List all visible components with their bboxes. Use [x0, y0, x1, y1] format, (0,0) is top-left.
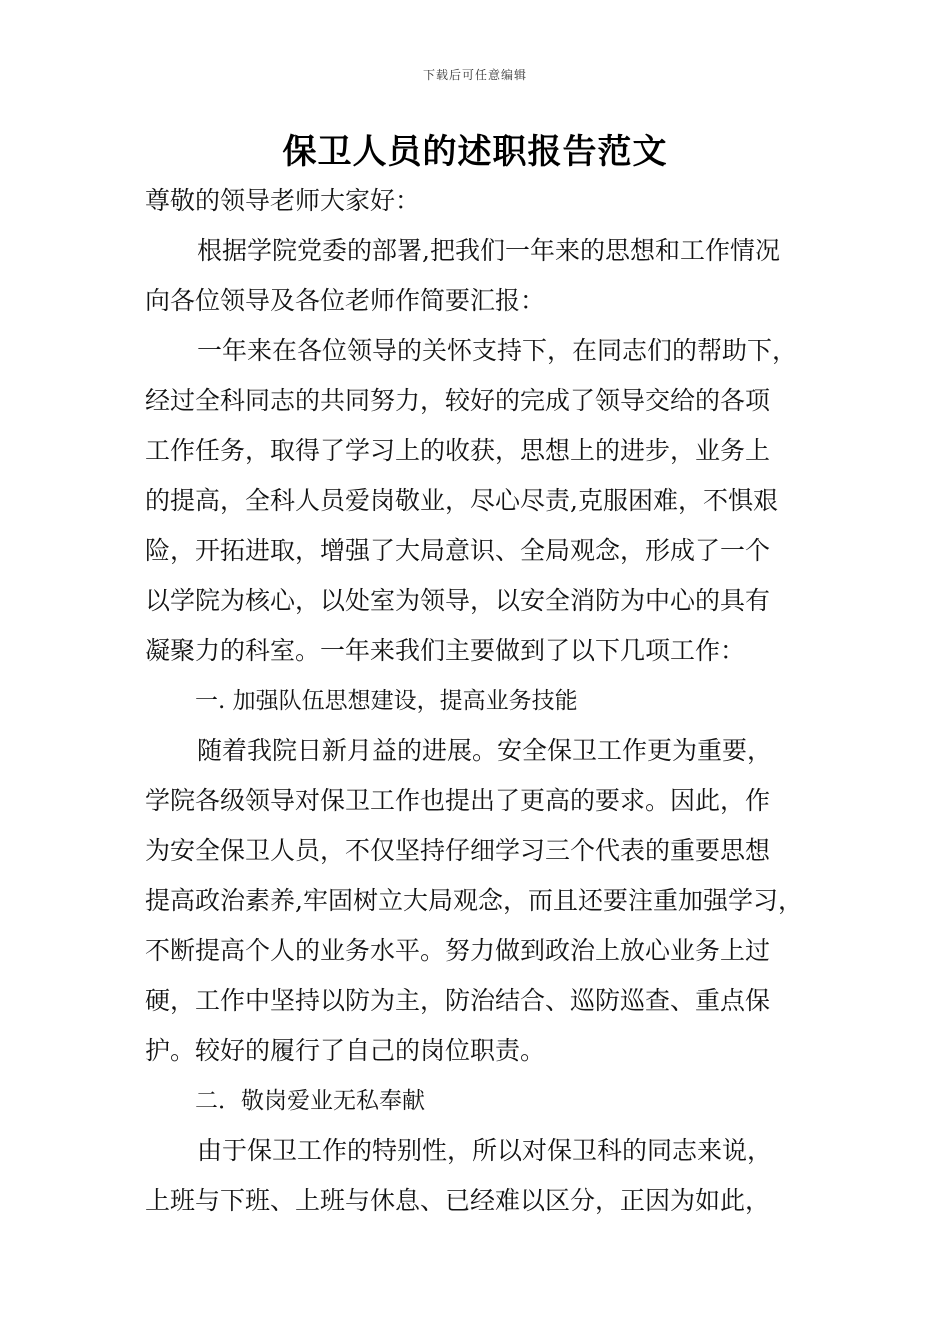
text-line: 以学院为核心，以处室为领导，以安全消防为中心的具有 — [145, 586, 771, 615]
text-line: 向各位领导及各位老师作简要汇报： — [145, 286, 546, 315]
text-line: 随着我院日新月益的进展。安全保卫工作更为重要， — [197, 736, 773, 765]
text-line: 的提高，全科人员爱岗敬业，尽心尽责,克服困难，不惧艰 — [145, 486, 778, 515]
text-line: 提高政治素养,牢固树立大局观念，而且还要注重加强学习， — [145, 886, 803, 915]
header-note: 下载后可任意编辑 — [422, 68, 527, 82]
section-heading: 二．敬岗爱业无私奉献 — [195, 1088, 425, 1114]
text-line: 工作任务，取得了学习上的收获，思想上的进步，业务上 — [145, 436, 771, 465]
text-line: 经过全科同志的共同努力，较好的完成了领导交给的各项 — [145, 386, 771, 415]
section-heading: 一. 加强队伍思想建设，提高业务技能 — [195, 688, 578, 714]
text-line: 为安全保卫人员，不仅坚持仔细学习三个代表的重要思想 — [145, 836, 771, 865]
text-line: 凝聚力的科室。一年来我们主要做到了以下几项工作： — [145, 636, 746, 665]
document-title: 保卫人员的述职报告范文 — [282, 132, 668, 172]
text-line: 硬，工作中坚持以防为主，防治结合、巡防巡查、重点保 — [145, 986, 771, 1015]
text-line: 不断提高个人的业务水平。努力做到政治上放心业务上过 — [145, 936, 771, 965]
document-body — [145, 176, 835, 1226]
text-line: 根据学院党委的部署,把我们一年来的思想和工作情况 — [197, 236, 780, 265]
text-line: 学院各级领导对保卫工作也提出了更高的要求。因此，作 — [145, 786, 771, 815]
text-line: 险，开拓进取，增强了大局意识、全局观念，形成了一个 — [145, 536, 771, 565]
text-line: 上班与下班、上班与休息、已经难以区分，正因为如此， — [145, 1186, 771, 1215]
text-line: 护。较好的履行了自己的岗位职责。 — [145, 1036, 546, 1065]
text-line: 一年来在各位领导的关怀支持下，在同志们的帮助下， — [197, 336, 798, 365]
text-line: 由于保卫工作的特别性，所以对保卫科的同志来说， — [197, 1136, 773, 1165]
text-line: 尊敬的领导老师大家好： — [145, 186, 421, 215]
